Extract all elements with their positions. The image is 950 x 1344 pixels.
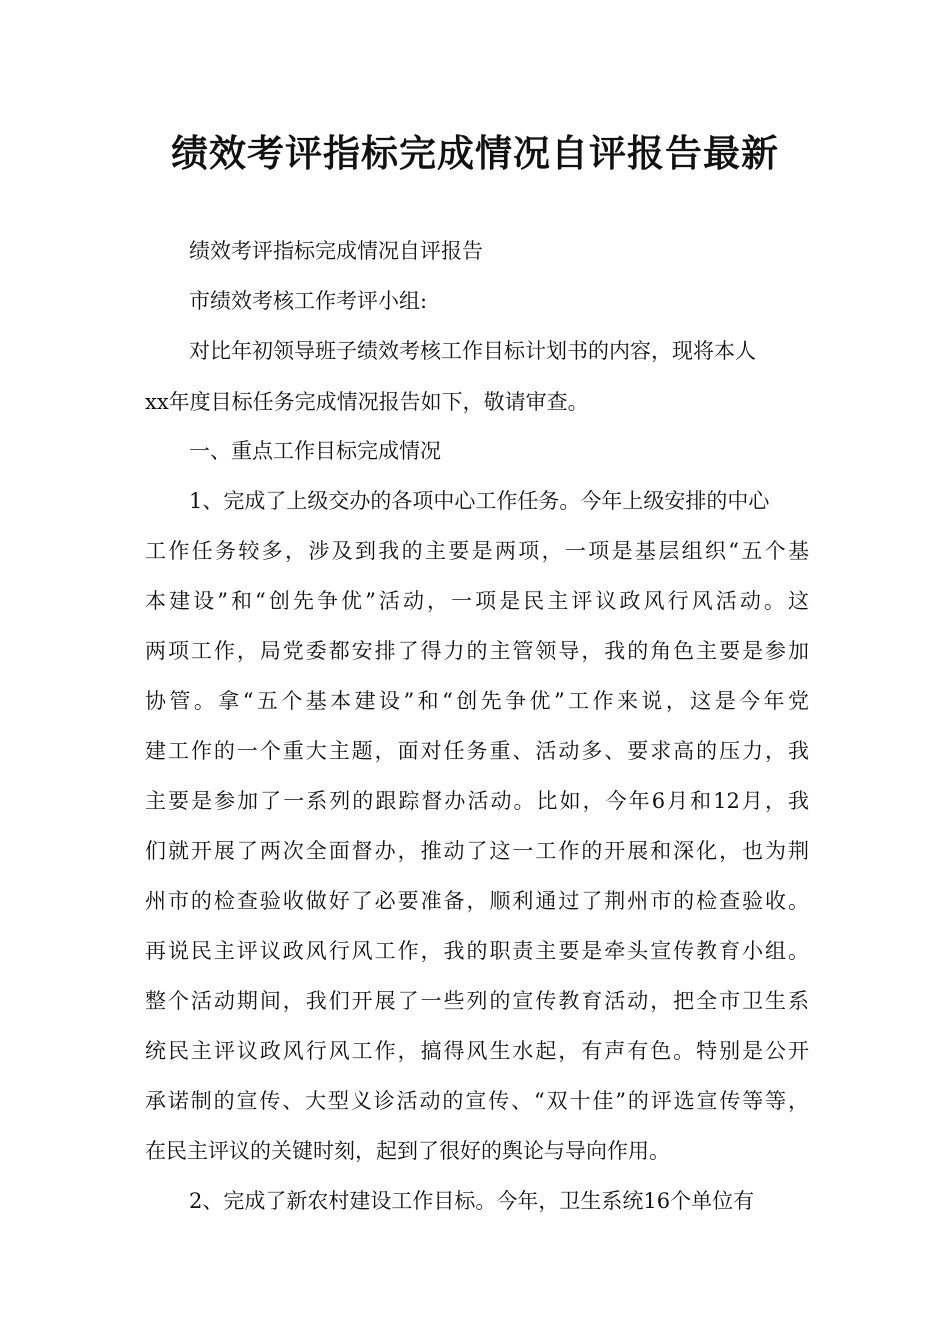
paragraph-1-line-13: 承诺制的宣传、大型义诊活动的宣传、“双十佳”的评选宣传等等， — [145, 1089, 809, 1113]
paragraph-1-line-4: 两项工作，局党委都安排了得力的主管领导，我的角色主要是参加 — [145, 639, 809, 663]
paragraph-2-line-1: 2、完成了新农村建设工作目标。今年，卫生系统16个单位有 — [189, 1189, 755, 1213]
paragraph-1-line-3: 本建设”和“创先争优”活动，一项是民主评议政风行风活动。这 — [145, 589, 809, 613]
paragraph-1-line-9: 州市的检查验收做好了必要准备，顺利通过了荆州市的检查验收。 — [145, 889, 809, 913]
document-title: 绩效考评指标完成情况自评报告最新 — [171, 132, 779, 175]
paragraph-1-line-8: 们就开展了两次全面督办，推动了这一工作的开展和深化，也为荆 — [145, 839, 809, 863]
salutation: 市绩效考核工作考评小组: — [189, 289, 428, 313]
paragraph-1-line-6: 建工作的一个重大主题，面对任务重、活动多、要求高的压力，我 — [145, 739, 809, 763]
paragraph-intro-line-1: 对比年初领导班子绩效考核工作目标计划书的内容，现将本人 — [189, 339, 756, 363]
paragraph-1-line-1: 1、完成了上级交办的各项中心工作任务。今年上级安排的中心 — [189, 489, 770, 513]
report-heading: 绩效考评指标完成情况自评报告 — [189, 239, 483, 263]
paragraph-1-line-7: 主要是参加了一系列的跟踪督办活动。比如，今年6月和12月，我 — [145, 789, 809, 813]
paragraph-1-line-2: 工作任务较多，涉及到我的主要是两项，一项是基层组织“五个基 — [145, 539, 809, 563]
paragraph-1-line-12: 统民主评议政风行风工作，搞得风生水起，有声有色。特别是公开 — [145, 1039, 809, 1063]
paragraph-1-line-14: 在民主评议的关键时刻，起到了很好的舆论与导向作用。 — [145, 1139, 670, 1163]
paragraph-1-line-10: 再说民主评议政风行风工作，我的职责主要是牵头宣传教育小组。 — [145, 939, 809, 963]
paragraph-1-line-11: 整个活动期间，我们开展了一些列的宣传教育活动，把全市卫生系 — [145, 989, 809, 1013]
paragraph-intro-line-2: xx年度目标任务完成情况报告如下，敬请审查。 — [145, 390, 589, 414]
paragraph-1-line-5: 协管。拿“五个基本建设”和“创先争优”工作来说，这是今年党 — [145, 689, 809, 713]
section-heading-1: 一、重点工作目标完成情况 — [189, 439, 441, 463]
